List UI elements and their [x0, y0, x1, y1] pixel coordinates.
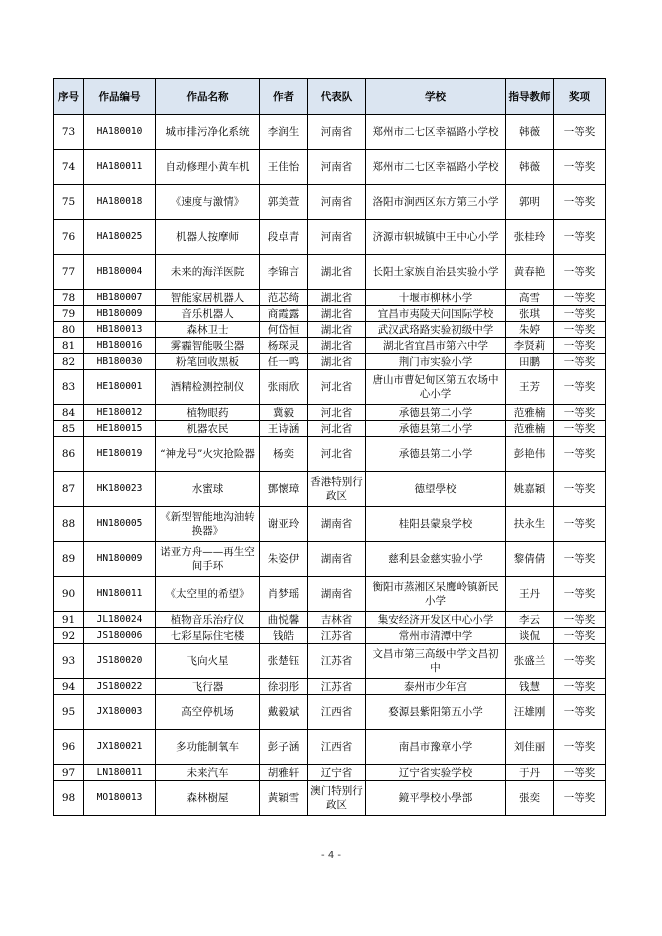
table-row: [54, 306, 606, 322]
cell-team: 澳门特别行政区: [308, 781, 366, 816]
header-teacher: 指导教师: [506, 79, 554, 115]
cell-author: 王佳怡: [260, 150, 308, 185]
table-row: [54, 507, 606, 542]
cell-team: 湖南省: [308, 577, 366, 612]
cell-award: 一等奖: [554, 695, 606, 730]
table-row: [54, 185, 606, 220]
cell-teacher: 黎倩倩: [506, 542, 554, 577]
cell-award: 一等奖: [554, 115, 606, 150]
cell-school: 辽宁省实验学校: [366, 765, 506, 781]
cell-award: 一等奖: [554, 421, 606, 437]
cell-team: 河北省: [308, 421, 366, 437]
cell-school: 婺源县紫阳第五小学: [366, 695, 506, 730]
cell-award: 一等奖: [554, 354, 606, 370]
cell-award: 一等奖: [554, 507, 606, 542]
cell-work-name: 森林卫士: [156, 322, 260, 338]
cell-index: 82: [54, 354, 84, 370]
cell-award: 一等奖: [554, 472, 606, 507]
cell-award: 一等奖: [554, 781, 606, 816]
cell-index: 87: [54, 472, 84, 507]
cell-team: 辽宁省: [308, 765, 366, 781]
cell-teacher: 刘佳丽: [506, 730, 554, 765]
cell-teacher: 姚嘉穎: [506, 472, 554, 507]
cell-team: 河南省: [308, 150, 366, 185]
cell-work-id: HE180019: [84, 437, 156, 472]
cell-index: 80: [54, 322, 84, 338]
cell-team: 江苏省: [308, 628, 366, 644]
cell-work-name: 水蜜球: [156, 472, 260, 507]
cell-author: 冀毅: [260, 405, 308, 421]
cell-work-id: JL180024: [84, 612, 156, 628]
cell-work-name: 机器农民: [156, 421, 260, 437]
cell-team: 江西省: [308, 695, 366, 730]
cell-teacher: 王丹: [506, 577, 554, 612]
cell-team: 湖南省: [308, 542, 366, 577]
cell-work-id: HE180015: [84, 421, 156, 437]
cell-index: 79: [54, 306, 84, 322]
cell-index: 81: [54, 338, 84, 354]
cell-author: 鄧懷璋: [260, 472, 308, 507]
table-row: [54, 290, 606, 306]
cell-work-name: 机器人按摩师: [156, 220, 260, 255]
cell-work-name: 粉笔回收黑板: [156, 354, 260, 370]
cell-work-name: 雾霾智能吸尘器: [156, 338, 260, 354]
cell-author: 张楚钰: [260, 644, 308, 679]
cell-work-name: 未来汽车: [156, 765, 260, 781]
cell-team: 河南省: [308, 115, 366, 150]
cell-index: 89: [54, 542, 84, 577]
cell-work-name: 森林樹屋: [156, 781, 260, 816]
cell-work-id: HB180009: [84, 306, 156, 322]
cell-teacher: 田鹏: [506, 354, 554, 370]
cell-work-id: HB180030: [84, 354, 156, 370]
cell-teacher: 谈侃: [506, 628, 554, 644]
cell-index: 78: [54, 290, 84, 306]
cell-team: 河南省: [308, 220, 366, 255]
table-row: [54, 612, 606, 628]
cell-award: 一等奖: [554, 644, 606, 679]
cell-school: 文昌市第三高级中学文昌初中: [366, 644, 506, 679]
cell-work-name: 七彩星际住宅楼: [156, 628, 260, 644]
cell-school: 宜昌市夷陵天问国际学校: [366, 306, 506, 322]
table-row: [54, 437, 606, 472]
cell-teacher: 朱婷: [506, 322, 554, 338]
cell-award: 一等奖: [554, 150, 606, 185]
cell-team: 江苏省: [308, 644, 366, 679]
cell-school: 唐山市曹妃甸区第五农场中心小学: [366, 370, 506, 405]
table-row: [54, 115, 606, 150]
cell-school: 泰州市少年宫: [366, 679, 506, 695]
cell-team: 江西省: [308, 730, 366, 765]
cell-teacher: 张盛兰: [506, 644, 554, 679]
cell-work-name: 智能家居机器人: [156, 290, 260, 306]
cell-author: 范芯绮: [260, 290, 308, 306]
table-row: [54, 405, 606, 421]
header-work-id: 作品编号: [84, 79, 156, 115]
cell-teacher: 高雪: [506, 290, 554, 306]
cell-teacher: 扶永生: [506, 507, 554, 542]
cell-author: 郭美萱: [260, 185, 308, 220]
cell-work-id: HA180010: [84, 115, 156, 150]
cell-school: 集安经济开发区中心小学: [366, 612, 506, 628]
cell-team: 河北省: [308, 370, 366, 405]
cell-author: 杨琛灵: [260, 338, 308, 354]
cell-teacher: 范雅楠: [506, 405, 554, 421]
cell-author: 曲悦馨: [260, 612, 308, 628]
table-row: [54, 765, 606, 781]
cell-work-id: HA180011: [84, 150, 156, 185]
cell-team: 湖北省: [308, 322, 366, 338]
cell-index: 85: [54, 421, 84, 437]
cell-work-name: 酒精检测控制仪: [156, 370, 260, 405]
cell-work-id: MO180013: [84, 781, 156, 816]
cell-work-name: 音乐机器人: [156, 306, 260, 322]
cell-team: 河南省: [308, 185, 366, 220]
cell-school: 郑州市二七区幸福路小学校: [366, 150, 506, 185]
cell-school: 长阳土家族自治县实验小学: [366, 255, 506, 290]
cell-award: 一等奖: [554, 765, 606, 781]
cell-author: 戴毅斌: [260, 695, 308, 730]
table-row: [54, 542, 606, 577]
cell-work-name: 《太空里的希望》: [156, 577, 260, 612]
cell-team: 湖南省: [308, 507, 366, 542]
cell-author: 杨奕: [260, 437, 308, 472]
cell-work-name: 多功能制氧车: [156, 730, 260, 765]
cell-award: 一等奖: [554, 370, 606, 405]
cell-award: 一等奖: [554, 542, 606, 577]
cell-work-id: HB180007: [84, 290, 156, 306]
cell-author: 胡雅轩: [260, 765, 308, 781]
cell-teacher: 汪雄刚: [506, 695, 554, 730]
cell-award: 一等奖: [554, 679, 606, 695]
cell-work-name: 诺亚方舟——再生空间手环: [156, 542, 260, 577]
cell-work-name: 《新型智能地沟油转换器》: [156, 507, 260, 542]
cell-teacher: 于丹: [506, 765, 554, 781]
cell-teacher: 李云: [506, 612, 554, 628]
cell-author: 段卓青: [260, 220, 308, 255]
cell-team: 湖北省: [308, 354, 366, 370]
cell-teacher: 彭艳伟: [506, 437, 554, 472]
cell-work-id: HK180023: [84, 472, 156, 507]
page-number: - 4 -: [321, 850, 341, 861]
header-author: 作者: [260, 79, 308, 115]
table-row: [54, 577, 606, 612]
cell-work-id: JS180020: [84, 644, 156, 679]
cell-index: 88: [54, 507, 84, 542]
cell-award: 一等奖: [554, 437, 606, 472]
cell-work-id: HB180004: [84, 255, 156, 290]
table-row: [54, 679, 606, 695]
table-row: [54, 781, 606, 816]
header-team: 代表队: [308, 79, 366, 115]
cell-school: 郑州市二七区幸福路小学校: [366, 115, 506, 150]
cell-school: 济源市轵城镇中王中心小学: [366, 220, 506, 255]
cell-school: 南昌市豫章小学: [366, 730, 506, 765]
cell-award: 一等奖: [554, 628, 606, 644]
cell-award: 一等奖: [554, 322, 606, 338]
header-index: 序号: [54, 79, 84, 115]
cell-index: 93: [54, 644, 84, 679]
cell-author: 张雨欣: [260, 370, 308, 405]
table-row: [54, 255, 606, 290]
cell-author: 徐羽彤: [260, 679, 308, 695]
cell-index: 83: [54, 370, 84, 405]
cell-index: 76: [54, 220, 84, 255]
table-row: [54, 695, 606, 730]
cell-work-name: 城市排污净化系统: [156, 115, 260, 150]
cell-index: 96: [54, 730, 84, 765]
cell-author: 李锦言: [260, 255, 308, 290]
cell-teacher: 黄春艳: [506, 255, 554, 290]
cell-school: 十堰市柳林小学: [366, 290, 506, 306]
cell-award: 一等奖: [554, 405, 606, 421]
cell-work-name: 植物眼药: [156, 405, 260, 421]
cell-work-id: HA180025: [84, 220, 156, 255]
cell-work-id: JS180022: [84, 679, 156, 695]
cell-work-name: 自动修理小黄车机: [156, 150, 260, 185]
cell-teacher: 韩薇: [506, 150, 554, 185]
cell-work-id: HA180018: [84, 185, 156, 220]
table-row: [54, 150, 606, 185]
cell-team: 湖北省: [308, 290, 366, 306]
cell-team: 湖北省: [308, 255, 366, 290]
cell-work-id: HN180011: [84, 577, 156, 612]
cell-teacher: 郭明: [506, 185, 554, 220]
cell-school: 洛阳市涧西区东方第三小学: [366, 185, 506, 220]
cell-award: 一等奖: [554, 338, 606, 354]
cell-team: 湖北省: [308, 306, 366, 322]
cell-index: 73: [54, 115, 84, 150]
cell-work-name: 飞向火星: [156, 644, 260, 679]
cell-school: 慈利县金慈实验小学: [366, 542, 506, 577]
cell-school: 承德县第二小学: [366, 405, 506, 421]
cell-author: 黃穎雪: [260, 781, 308, 816]
table-row: [54, 730, 606, 765]
cell-team: 香港特别行政区: [308, 472, 366, 507]
header-work-name: 作品名称: [156, 79, 260, 115]
cell-award: 一等奖: [554, 185, 606, 220]
table-row: [54, 644, 606, 679]
header-award: 奖项: [554, 79, 606, 115]
cell-teacher: 范雅楠: [506, 421, 554, 437]
cell-work-id: HE180012: [84, 405, 156, 421]
cell-teacher: 张桂玲: [506, 220, 554, 255]
cell-author: 彭子涵: [260, 730, 308, 765]
cell-work-id: JX180003: [84, 695, 156, 730]
cell-author: 钱皓: [260, 628, 308, 644]
cell-teacher: 韩薇: [506, 115, 554, 150]
cell-work-name: “神龙号”火灾抢险器: [156, 437, 260, 472]
table-row: [54, 628, 606, 644]
cell-work-id: HN180009: [84, 542, 156, 577]
cell-author: 王诗涵: [260, 421, 308, 437]
cell-award: 一等奖: [554, 290, 606, 306]
cell-work-id: LN180011: [84, 765, 156, 781]
cell-school: 德望學校: [366, 472, 506, 507]
cell-author: 肖梦瑶: [260, 577, 308, 612]
cell-work-name: 飞行器: [156, 679, 260, 695]
cell-index: 94: [54, 679, 84, 695]
cell-author: 谢亚玲: [260, 507, 308, 542]
cell-school: 常州市清潭中学: [366, 628, 506, 644]
cell-award: 一等奖: [554, 612, 606, 628]
cell-index: 86: [54, 437, 84, 472]
cell-work-id: HB180013: [84, 322, 156, 338]
cell-school: 湖北省宜昌市第六中学: [366, 338, 506, 354]
table-row: [54, 421, 606, 437]
header-school: 学校: [366, 79, 506, 115]
table-row: [54, 338, 606, 354]
cell-work-name: 高空停机场: [156, 695, 260, 730]
cell-index: 84: [54, 405, 84, 421]
cell-school: 承德县第二小学: [366, 437, 506, 472]
cell-author: 何岱恒: [260, 322, 308, 338]
cell-team: 江苏省: [308, 679, 366, 695]
cell-work-id: JX180021: [84, 730, 156, 765]
cell-award: 一等奖: [554, 220, 606, 255]
cell-author: 朱姿伊: [260, 542, 308, 577]
cell-teacher: 李贤莉: [506, 338, 554, 354]
cell-work-name: 未来的海洋医院: [156, 255, 260, 290]
cell-index: 74: [54, 150, 84, 185]
table-row: [54, 322, 606, 338]
cell-index: 97: [54, 765, 84, 781]
cell-author: 商霞露: [260, 306, 308, 322]
cell-team: 河北省: [308, 437, 366, 472]
cell-index: 77: [54, 255, 84, 290]
cell-index: 90: [54, 577, 84, 612]
cell-award: 一等奖: [554, 730, 606, 765]
cell-school: 承德县第二小学: [366, 421, 506, 437]
cell-teacher: 张琪: [506, 306, 554, 322]
table-row: [54, 220, 606, 255]
cell-teacher: 張奕: [506, 781, 554, 816]
cell-index: 91: [54, 612, 84, 628]
cell-work-name: 植物音乐治疗仪: [156, 612, 260, 628]
cell-teacher: 王芳: [506, 370, 554, 405]
awards-table: [53, 78, 606, 816]
cell-work-id: HE180001: [84, 370, 156, 405]
cell-work-name: 《速度与激情》: [156, 185, 260, 220]
cell-team: 吉林省: [308, 612, 366, 628]
cell-teacher: 钱慧: [506, 679, 554, 695]
table-header-row: [54, 79, 606, 115]
table-row: [54, 472, 606, 507]
cell-index: 92: [54, 628, 84, 644]
cell-school: 鏡平學校小學部: [366, 781, 506, 816]
cell-school: 桂阳县蒙泉学校: [366, 507, 506, 542]
cell-award: 一等奖: [554, 577, 606, 612]
cell-school: 衡阳市蒸湘区呆鹰岭镇新民小学: [366, 577, 506, 612]
cell-award: 一等奖: [554, 255, 606, 290]
cell-author: 任一鸣: [260, 354, 308, 370]
cell-school: 武汉武珞路实验初级中学: [366, 322, 506, 338]
table-row: [54, 354, 606, 370]
cell-team: 河北省: [308, 405, 366, 421]
cell-team: 湖北省: [308, 338, 366, 354]
cell-school: 荆门市实验小学: [366, 354, 506, 370]
cell-index: 95: [54, 695, 84, 730]
cell-author: 李润生: [260, 115, 308, 150]
cell-work-id: JS180006: [84, 628, 156, 644]
cell-work-id: HN180005: [84, 507, 156, 542]
cell-index: 98: [54, 781, 84, 816]
cell-index: 75: [54, 185, 84, 220]
cell-work-id: HB180016: [84, 338, 156, 354]
table-row: [54, 370, 606, 405]
cell-award: 一等奖: [554, 306, 606, 322]
